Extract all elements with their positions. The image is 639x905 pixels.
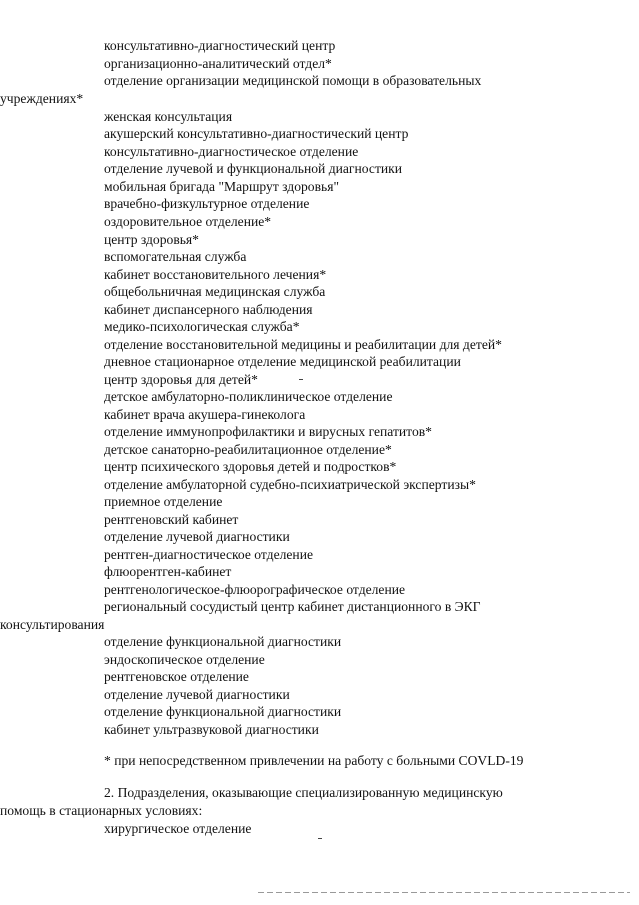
list-item-continuation: консультирования (0, 617, 105, 632)
list-item: кабинет диспансерного наблюдения (104, 302, 313, 317)
list-item: детское санаторно-реабилитационное отделение* (104, 442, 392, 457)
list-item: отделение функциональной диагностики (104, 634, 342, 649)
section-heading: 2. Подразделения, оказывающие специализированную медицинскую (104, 785, 503, 800)
list-item: организационно-аналитический отдел* (104, 56, 332, 71)
list-item: отделение лучевой и функциональной диагностики (104, 161, 403, 176)
list-item: рентгеновское отделение (104, 669, 249, 684)
list-item: отделение иммунопрофилактики и вирусных гепатитов* (104, 424, 432, 439)
list-item: отделение амбулаторной судебно-психиатрической экспертизы* (104, 477, 476, 492)
list-item: эндоскопическое отделение (104, 652, 265, 667)
list-item: мобильная бригада "Маршрут здоровья" (104, 179, 340, 194)
list-item: консультативно-диагностический центр (104, 38, 336, 53)
list-item: отделение восстановительной медицины и реабилитации для детей* (104, 337, 502, 352)
list-item: центр психического здоровья детей и подростков* (104, 459, 397, 474)
list-item: центр здоровья* (104, 232, 199, 247)
list-item: рентген-диагностическое отделение (104, 547, 314, 562)
list-item: кабинет ультразвуковой диагностики (104, 722, 319, 737)
list-item: медико-психологическая служба* (104, 319, 300, 334)
list-item: кабинет врача акушера-гинеколога (104, 407, 306, 422)
list-item: детское амбулаторно-поликлиническое отделение (104, 389, 393, 404)
scan-edge-rule (258, 892, 630, 893)
list-item: отделение лучевой диагностики (104, 529, 290, 544)
list-item: женская консультация (104, 109, 233, 124)
list-item: оздоровительное отделение* (104, 214, 272, 229)
list-item: приемное отделение (104, 494, 223, 509)
list-item: консультативно-диагностическое отделение (104, 144, 359, 159)
list-item: вспомогательная служба (104, 249, 247, 264)
section-heading-continuation: помощь в стационарных условиях: (0, 803, 203, 818)
list-item: врачебно-физкультурное отделение (104, 196, 310, 211)
list-item: центр здоровья для детей* (104, 372, 258, 387)
scan-mark (318, 838, 322, 839)
list-item: отделение лучевой диагностики (104, 687, 290, 702)
list-item: региональный сосудистый центр кабинет дистанционного в ЭКГ (104, 599, 481, 614)
list-item: отделение организации медицинской помощи в образовательных (104, 73, 482, 88)
list-item: акушерский консультативно-диагностический центр (104, 126, 409, 141)
list-item: рентгеновский кабинет (104, 512, 239, 527)
list-item: общебольничная медицинская служба (104, 284, 326, 299)
list-item: кабинет восстановительного лечения* (104, 267, 327, 282)
list-item-continuation: учреждениях* (0, 91, 84, 106)
list-item: отделение функциональной диагностики (104, 704, 342, 719)
scan-mark (299, 379, 303, 380)
list-item: хирургическое отделение (104, 821, 252, 836)
list-item: рентгенологическое-флюорографическое отделение (104, 582, 406, 597)
list-item: дневное стационарное отделение медицинской реабилитации (104, 354, 461, 369)
footnote: * при непосредственном привлечении на работу с больными COVLD-19 (104, 753, 524, 768)
list-item: флюорентген-кабинет (104, 564, 232, 579)
